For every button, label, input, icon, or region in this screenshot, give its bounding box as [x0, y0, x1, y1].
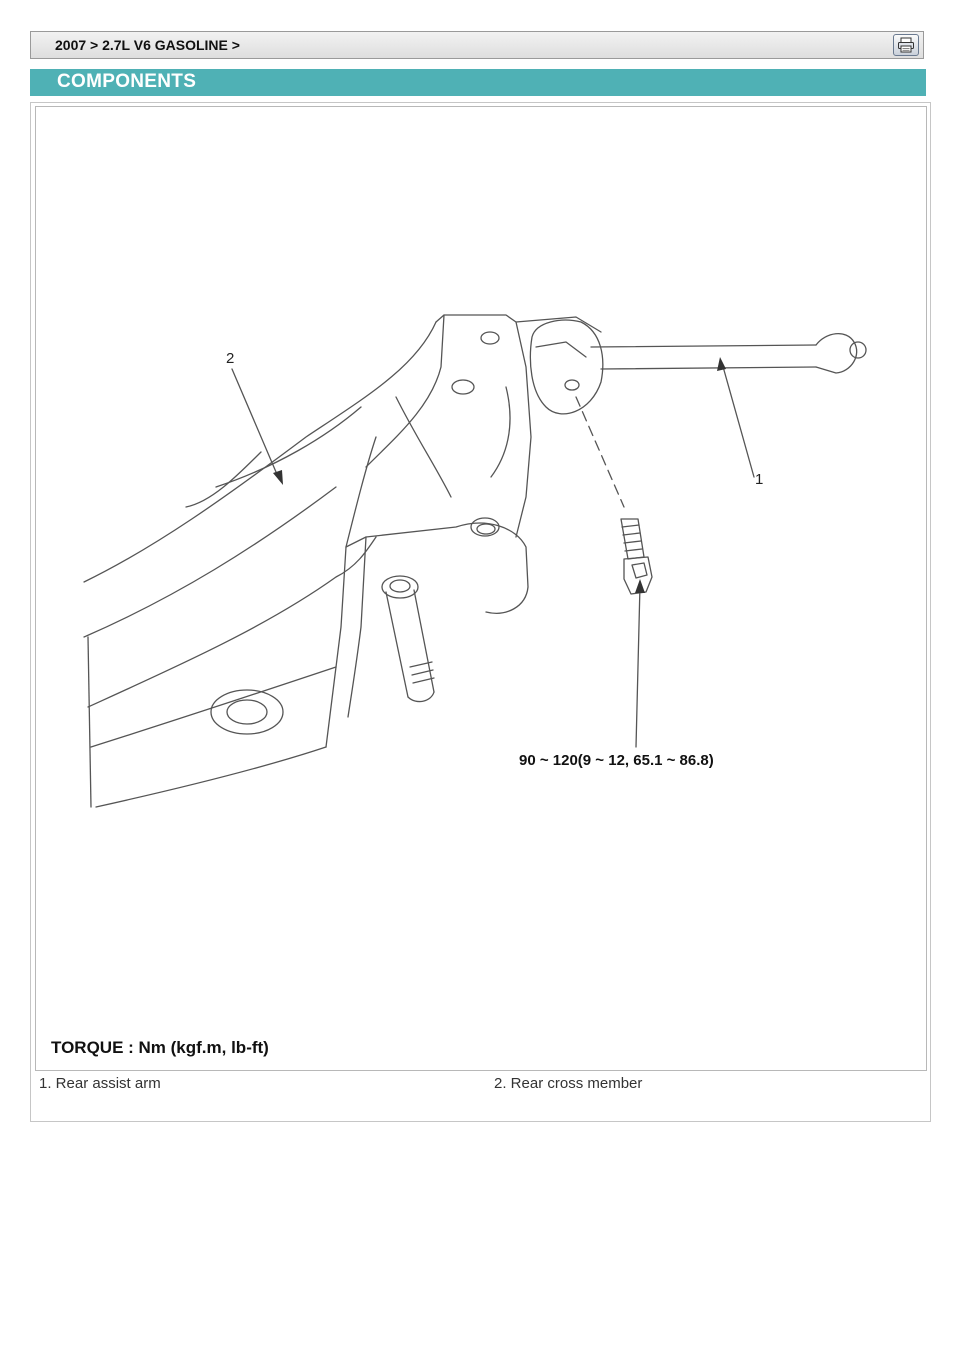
legend-item-rear-assist-arm: 1. Rear assist arm — [39, 1075, 161, 1092]
legend-item-rear-cross-member: 2. Rear cross member — [494, 1075, 643, 1092]
section-header — [30, 69, 926, 96]
torque-units-note: TORQUE : Nm (kgf.m, lb-ft) — [51, 1038, 269, 1057]
callout-1: 1 — [755, 471, 764, 488]
breadcrumb-text[interactable]: 2007 > 2.7L V6 GASOLINE > — [55, 37, 240, 53]
printer-icon — [897, 37, 915, 53]
breadcrumb — [30, 31, 924, 59]
component-illustration — [35, 106, 927, 1071]
print-button[interactable] — [893, 34, 919, 56]
section-title: COMPONENTS — [57, 71, 197, 92]
cross-member-drawing — [36, 107, 928, 1072]
torque-value: 90 ~ 120(9 ~ 12, 65.1 ~ 86.8) — [519, 752, 714, 769]
figure-frame — [30, 102, 931, 1122]
callout-2: 2 — [226, 350, 235, 367]
